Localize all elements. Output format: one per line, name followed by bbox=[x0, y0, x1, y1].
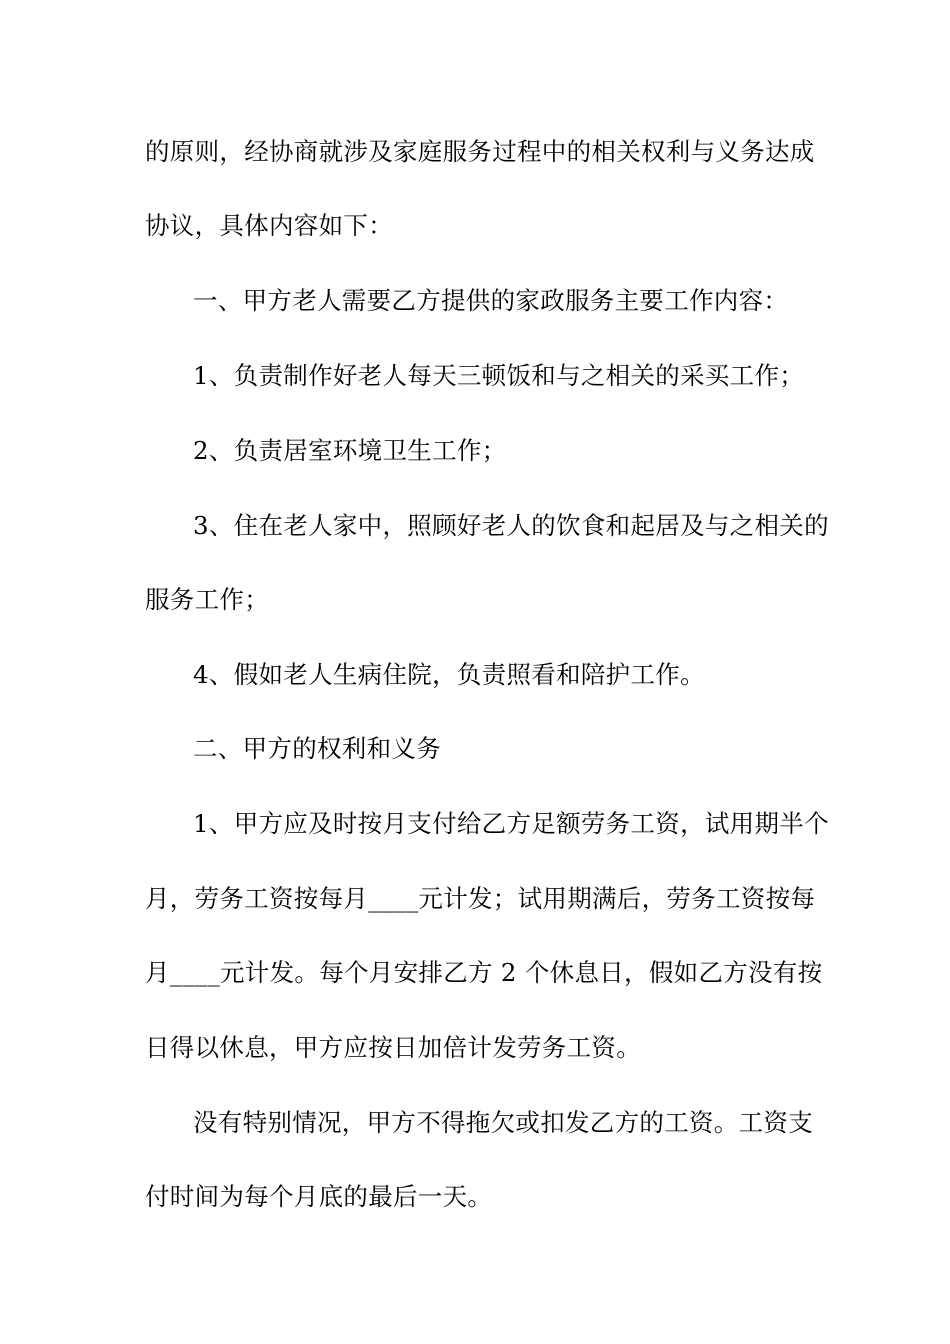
section-heading: 二、甲方的权利和义务 bbox=[193, 734, 441, 763]
text-line: 协议，具体内容如下： bbox=[145, 211, 393, 240]
paragraph-line: 没有特别情况，甲方不得拖欠或扣发乙方的工资。工资支 bbox=[193, 1108, 813, 1137]
list-item: 1、甲方应及时按月支付给乙方足额劳务工资，试用期半个 bbox=[193, 809, 829, 838]
list-item: 2、负责居室环境卫生工作； bbox=[193, 436, 507, 465]
text-line: 服务工作； bbox=[145, 585, 269, 614]
text-line: 月____元计发。每个月安排乙方 2 个休息日，假如乙方没有按 bbox=[145, 958, 823, 987]
list-item: 4、假如老人生病住院，负责照看和陪护工作。 bbox=[193, 660, 705, 689]
list-item: 1、负责制作好老人每天三顿饭和与之相关的采买工作； bbox=[193, 361, 805, 390]
text-line: 的原则，经协商就涉及家庭服务过程中的相关权利与义务达成 bbox=[145, 137, 815, 166]
text-line: 付时间为每个月底的最后一天。 bbox=[145, 1182, 493, 1211]
section-heading: 一、甲方老人需要乙方提供的家政服务主要工作内容： bbox=[193, 286, 789, 315]
text-line: 日得以休息，甲方应按日加倍计发劳务工资。 bbox=[145, 1033, 641, 1062]
text-line: 月，劳务工资按每月____元计发；试用期满后，劳务工资按每 bbox=[145, 884, 816, 913]
list-item: 3、住在老人家中，照顾好老人的饮食和起居及与之相关的 bbox=[193, 511, 829, 540]
